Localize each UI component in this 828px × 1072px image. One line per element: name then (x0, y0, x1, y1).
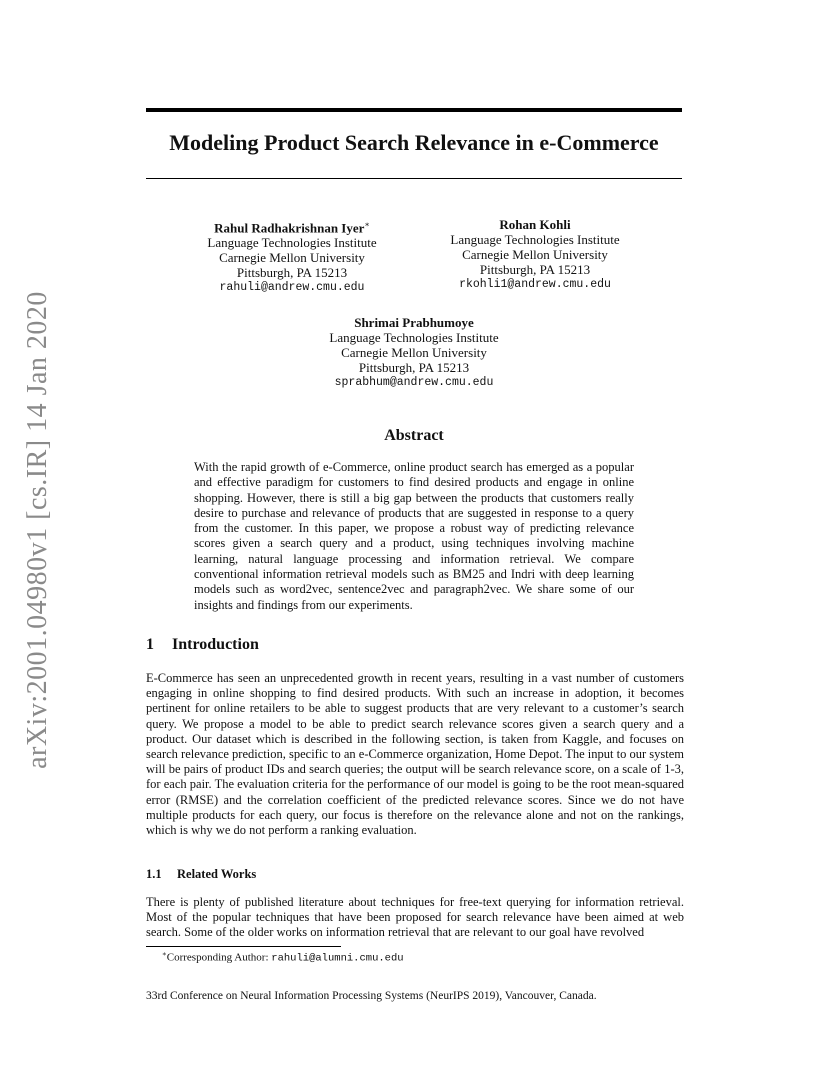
section-title: Introduction (172, 636, 259, 653)
author-university: Carnegie Mellon University (462, 247, 608, 262)
author-university: Carnegie Mellon University (219, 250, 365, 266)
author-address: Pittsburgh, PA 15213 (236, 265, 348, 281)
author-name: Rahul Radhakrishnan Iyer∗ (214, 220, 370, 236)
introduction-paragraph: E-Commerce has seen an unprecedented growth in recent years, resulting in a vast number of customers engaging in online shopping to find desired products. With such an increase in adoption, it becomes pertinent for online retailers to be able to suggest products that are very relevant to a customer’s search query. We propose a model to be able to predict search relevance scores given a search query and a product. Our dataset which is described in the following section, is taken from Kaggle, and focuses on search relevance prediction, specific to an e-Commerce organization, Home Depot. The input to our system will be pairs of product IDs and search queries; the output will be search relevance score, on a scale of 1-3, for each pair. The evaluation criteria for the performance of our model is going to be the root mean-squared error (RMSE) and the correlation coefficient of the predicted relevance scores. Since we do not have multiple products for each query, our focus is therefore on the relevance alone and not on the rankings, which is why we do not perform a ranking evaluation. (146, 671, 684, 838)
subsection-heading-related-works (146, 867, 256, 882)
footnote-marker: ∗ (162, 950, 167, 958)
author-affiliation: Language Technologies Institute (207, 235, 377, 251)
author-affiliation: Language Technologies Institute (450, 232, 620, 247)
footnote-rule (146, 946, 341, 947)
author-block-1 (192, 217, 392, 295)
related-works-paragraph: There is plenty of published literature about techniques for free-text querying for information retrieval. Most of the popular techniques that have been proposed for search relevance have been aimed at web search. Some of the older works on information retrieval that are relevant to our goal have revolved (146, 895, 684, 940)
abstract-text: With the rapid growth of e-Commerce, online product search has emerged as a popular and effective paradigm for customers to find desired products and engage in online shopping. However, there is still a big gap between the products that customers really desire to purchase and relevance of products that are suggested in response to a query from the customer. In this paper, we propose a robust way of predicting relevance scores given a search query and a product, using techniques involving machine learning, natural language processing and information retrieval. We compare conventional information retrieval models such as BM25 and Indri with deep learning models such as word2vec, sentence2vec and paragraph2vec. We share some of our insights and findings from our experiments. (194, 460, 634, 612)
subsection-title: Related Works (177, 867, 257, 881)
footnote-marker: ∗ (364, 220, 370, 229)
title-bottom-rule (146, 178, 682, 179)
footnote-label: Corresponding Author: (166, 951, 269, 964)
author-name: Rohan Kohli (499, 217, 571, 232)
paper-title: Modeling Product Search Relevance in e-Commerce (169, 130, 659, 155)
section-heading-introduction (146, 636, 259, 654)
author-email: sprabhum@andrew.cmu.edu (334, 376, 494, 389)
author-name: Shrimai Prabhumoye (354, 315, 474, 330)
author-block-2 (435, 217, 635, 292)
section-number: 1 (146, 636, 154, 653)
author-affiliation: Language Technologies Institute (329, 330, 499, 345)
author-email: rkohli1@andrew.cmu.edu (459, 278, 611, 291)
author-address: Pittsburgh, PA 15213 (479, 262, 591, 277)
arxiv-identifier-stamp: arXiv:2001.04980v1 [cs.IR] 14 Jan 2020 (22, 291, 53, 769)
subsection-number: 1.1 (146, 867, 162, 881)
author-university: Carnegie Mellon University (341, 345, 487, 360)
author-block-3 (314, 315, 514, 390)
author-email: rahuli@andrew.cmu.edu (219, 281, 365, 295)
abstract-heading: Abstract (384, 427, 444, 444)
author-address: Pittsburgh, PA 15213 (358, 360, 470, 375)
conference-venue-footer: 33rd Conference on Neural Information Processing Systems (NeurIPS 2019), Vancouver, Canada. (146, 990, 597, 1002)
title-top-rule (146, 108, 682, 112)
footnote-email: rahuli@alumni.cmu.edu (271, 952, 404, 965)
footnote (162, 950, 404, 965)
